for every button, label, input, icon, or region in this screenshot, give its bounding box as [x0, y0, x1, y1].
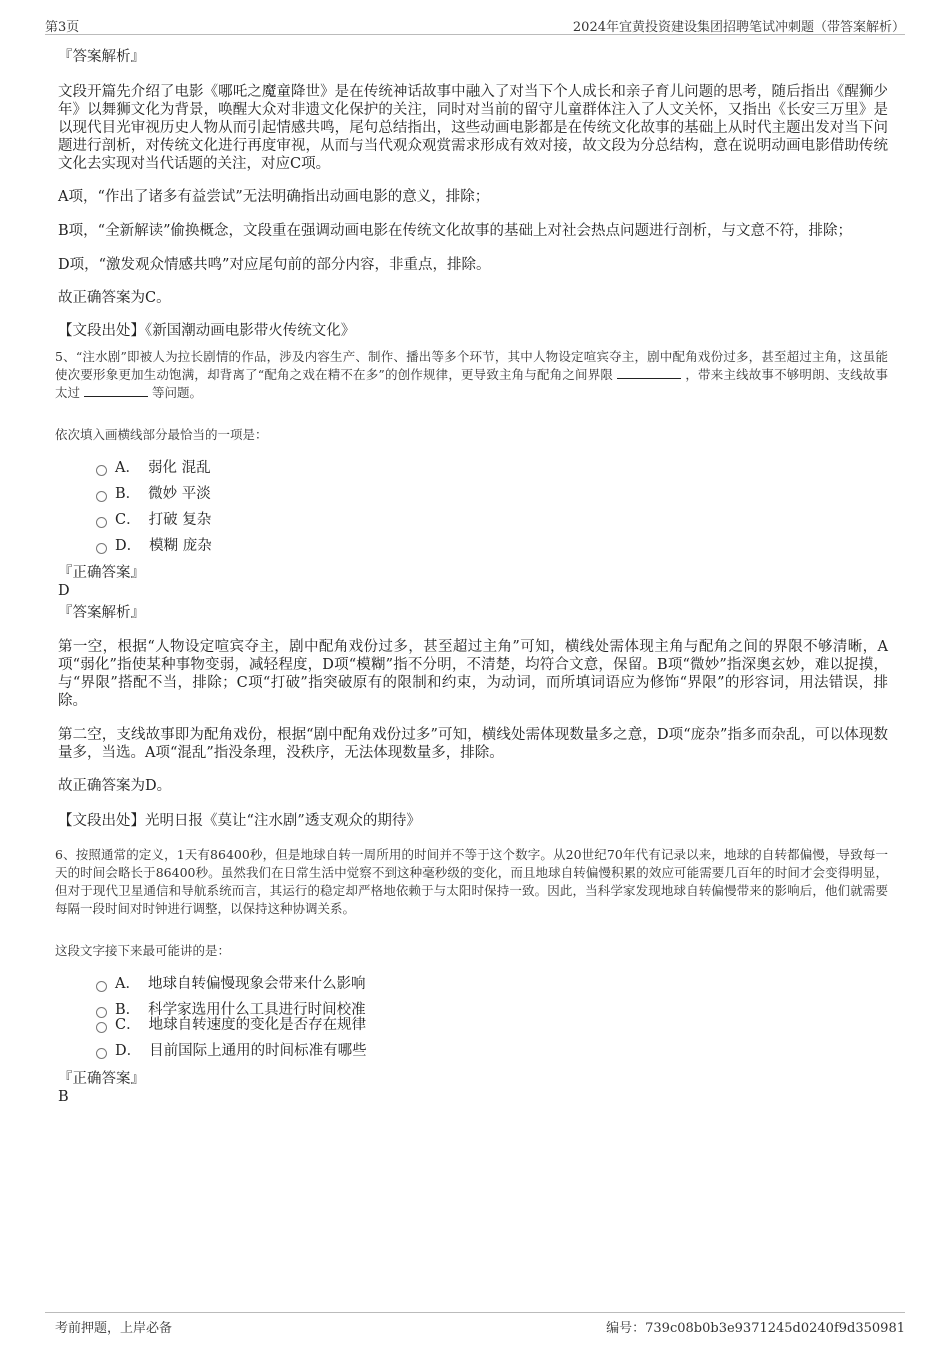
- fill-blank-2: [84, 384, 148, 397]
- q5-conclusion: 故正确答案为D。: [58, 778, 172, 794]
- q4-analysis-tag: 『答案解析』: [58, 49, 145, 65]
- q5-option-a[interactable]: A． 弱化 混乱: [96, 459, 211, 477]
- page-header: [45, 14, 905, 35]
- q4-option-d-note: D项，“激发观众情感共鸣”对应尾句前的部分内容，非重点，排除。: [58, 257, 491, 273]
- q6-answer-tag: 『正确答案』: [58, 1071, 145, 1087]
- radio-icon[interactable]: [96, 491, 107, 502]
- document-id: 编号：739c08b0b3e9371245d0240f9d350981: [606, 1321, 905, 1336]
- q5-analysis-tag: 『答案解析』: [58, 605, 145, 621]
- radio-icon[interactable]: [96, 465, 107, 476]
- q5-source: 【文段出处】光明日报《莫让“注水剧”透支观众的期待》: [58, 813, 421, 829]
- q5-prompt: 依次填入画横线部分最恰当的一项是：: [55, 427, 268, 442]
- q6-option-a[interactable]: A． 地球自转偏慢现象会带来什么影响: [96, 975, 365, 993]
- radio-icon[interactable]: [96, 1022, 107, 1033]
- radio-icon[interactable]: [96, 543, 107, 554]
- q6-answer: B: [58, 1089, 69, 1105]
- page-footer: [45, 1312, 905, 1335]
- q6-stem: 6、按照通常的定义，1天有86400秒，但是地球自转一周所用的时间并不等于这个数字。从20世纪70年代有记录以来，地球的自转都偏慢，导致每一天的时间会略长于86400秒。虽然我们在日常生活中觉察不到这种毫秒级的变化，而且地球自转偏慢积累的效应可能需要几百年的时间才会变得明显，但对于现代卫星通信和导航系统而言，其运行的稳定却严格地依赖于与太阳时保持一致。因此，当科学家发现地球自转偏慢带来的影响后，他们就需要每隔一段时间对时钟进行调整，以保持这种协调关系。: [55, 847, 889, 916]
- q6-option-c[interactable]: C． 地球自转速度的变化是否存在规律: [96, 1016, 366, 1034]
- q5-analysis-2: 第二空，支线故事即为配角戏份，根据“剧中配角戏份过多”可知，横线处需体现数量多之意，D项“庞杂”指多而杂乱，可以体现数量多，当选。A项“混乱”指没条理，没秩序，无法体现数量多，排除。: [58, 727, 888, 761]
- q5-stem: 5、“注水剧”即被人为拉长剧情的作品，涉及内容生产、制作、播出等多个环节，其中人物设定喧宾夺主，剧中配角戏份过多，甚至超过主角，这虽能使次要形象更加生动饱满，却背离了“配角之戏在精不在多”的创作规律，更导致主角与配角之间界限 ，带来主线故事不够明朗、支线故事太过 等问题。: [55, 349, 888, 400]
- radio-icon[interactable]: [96, 981, 107, 992]
- footer-slogan: 考前押题，上岸必备: [55, 1321, 173, 1336]
- q6-option-d[interactable]: D． 目前国际上通用的时间标准有哪些: [96, 1042, 367, 1060]
- q6-prompt: 这段文字接下来最可能讲的是：: [55, 943, 231, 958]
- page-number: 第3页: [45, 20, 80, 35]
- q5-option-d[interactable]: D． 模糊 庞杂: [96, 537, 212, 555]
- q5-option-b[interactable]: B． 微妙 平淡: [96, 485, 211, 503]
- q4-option-b-note: B项，“全新解读”偷换概念，文段重在强调动画电影在传统文化故事的基础上对社会热点问题进行剖析，与文意不符，排除；: [58, 223, 852, 239]
- fill-blank-1: [617, 366, 681, 379]
- q5-option-c[interactable]: C． 打破 复杂: [96, 511, 211, 529]
- q6-option-b[interactable]: B． 科学家选用什么工具进行时间校准: [96, 1001, 366, 1019]
- q5-answer-tag: 『正确答案』: [58, 565, 145, 581]
- document-title: 2024年宜黄投资建设集团招聘笔试冲刺题（带答案解析）: [572, 20, 905, 35]
- q4-source: 【文段出处】《新国潮动画电影带火传统文化》: [58, 323, 356, 339]
- radio-icon[interactable]: [96, 1048, 107, 1059]
- radio-icon[interactable]: [96, 517, 107, 528]
- q4-conclusion: 故正确答案为C。: [58, 290, 171, 306]
- q5-analysis-1: 第一空，根据“人物设定喧宾夺主，剧中配角戏份过多，甚至超过主角”可知，横线处需体现主角与配角之间的界限不够清晰，A项“弱化”指使某种事物变弱，减轻程度，D项“模糊”指不分明，不清楚，均符合文意，保留。B项“微妙”指深奥玄妙，难以捉摸，与“界限”搭配不当，排除；C项“打破”指突破原有的限制和约束，为动词，而所填词语应为修饰“界限”的形容词，用法错误，排除。: [58, 639, 888, 709]
- q4-option-a-note: A项，“作出了诸多有益尝试”无法明确指出动画电影的意义，排除；: [58, 189, 490, 205]
- q4-analysis: 文段开篇先介绍了电影《哪吒之魔童降世》是在传统神话故事中融入了对当下个人成长和亲子育儿问题的思考，随后指出《醒狮少年》以舞狮文化为背景，唤醒大众对非遗文化保护的关注，同时对当前的留守儿童群体注入了人文关怀，又指出《长安三万里》是以现代目光审视历史人物从而引起情感共鸣，尾句总结指出，这些动画电影都是在传统文化故事的基础上从时代主题出发对当下问题进行剖析，对传统文化进行再度审视，从而与当代观众观赏需求形成有效对接，故文段为分总结构，意在说明动画电影借助传统文化去实现对当代话题的关注，对应C项。: [58, 84, 888, 172]
- q5-answer: D: [58, 583, 70, 599]
